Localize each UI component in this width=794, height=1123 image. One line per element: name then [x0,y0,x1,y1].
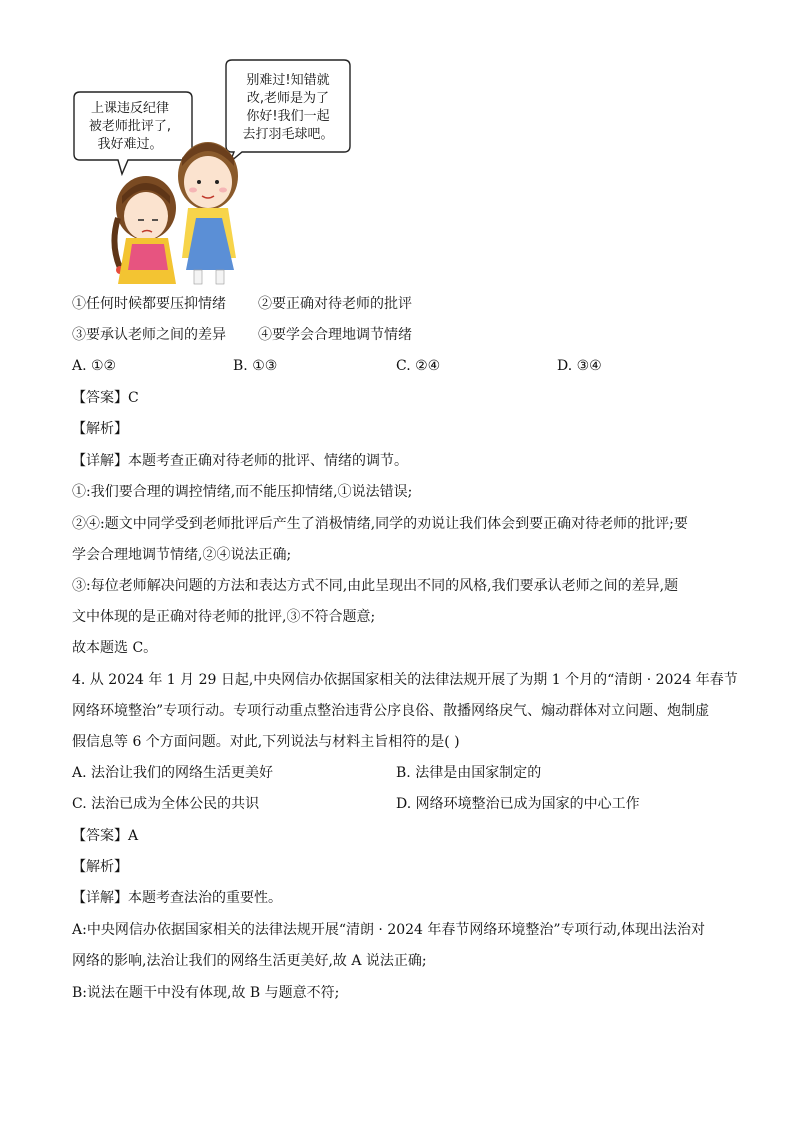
option-b: B. 法律是由国家制定的 [396,765,542,781]
option-c: C. 法治已成为全体公民的共识 [72,796,260,812]
analysis-label: 【解析】 [72,421,128,437]
analysis-label: 【解析】 [72,859,128,875]
bubble-text-line: 我好难过。 [97,137,163,152]
explanation-line: ②④:题文中同学受到老师批评后产生了消极情绪,同学的劝说让我们体会到要正确对待老师的批评;要 [72,516,688,532]
option-a: A. ①② [72,358,117,374]
conclusion-text: 故本题选 C。 [72,640,158,656]
option-a: A. 法治让我们的网络生活更美好 [72,765,274,781]
explanation-line: ①:我们要合理的调控情绪,而不能压抑情绪,①说法错误; [72,484,413,500]
question-stem: 4. 从 2024 年 1 月 29 日起,中央网信办依据国家相关的法律法规开展了为期 1 个月的“清朗 · 2024 年春节 [72,672,738,688]
bubble-text-line: 别难过!知错就 [246,73,330,88]
answer-label: 【答案】A [72,828,139,844]
statement-1: ①任何时候都要压抑情绪 [72,296,226,312]
explanation-line: 学会合理地调节情绪,②④说法正确; [72,547,292,563]
explanation-line: B:说法在题干中没有体现,故 B 与题意不符; [72,985,340,1001]
explanation-line: 网络的影响,法治让我们的网络生活更美好,故 A 说法正确; [72,953,427,969]
bubble-text-line: 被老师批评了, [88,119,172,134]
speech-bubble-left [76,100,184,154]
detail-text: 【详解】本题考查法治的重要性。 [72,890,282,906]
explanation-line: 文中体现的是正确对待老师的批评,③不符合题意; [72,609,376,625]
bubble-text-line: 去打羽毛球吧。 [242,127,334,142]
option-d: D. 网络环境整治已成为国家的中心工作 [396,796,640,812]
option-b: B. ①③ [233,358,278,374]
speech-bubble-right [232,72,344,144]
detail-text: 【详解】本题考查正确对待老师的批评、情绪的调节。 [72,453,408,469]
option-d: D. ③④ [557,358,602,374]
statement-3: ③要承认老师之间的差异 [72,327,226,343]
question-stem: 网络环境整治”专项行动。专项行动重点整治违背公序良俗、散播网络戾气、煽动群体对立问题、炮制虚 [72,703,710,719]
statement-2: ②要正确对待老师的批评 [258,296,412,312]
explanation-line: A:中央网信办依据国家相关的法律法规开展“清朗 · 2024 年春节网络环境整治”专项行动,体现出法治对 [72,922,706,938]
question-stem: 假信息等 6 个方面问题。对此,下列说法与材料主旨相符的是( ) [72,734,460,750]
statement-4: ④要学会合理地调节情绪 [258,327,412,343]
bubble-text-line: 上课违反纪律 [90,101,169,116]
option-c: C. ②④ [396,358,441,374]
bubble-text-line: 改,老师是为了 [246,91,330,106]
explanation-line: ③:每位老师解决问题的方法和表达方式不同,由此呈现出不同的风格,我们要承认老师之间的差异,题 [72,578,679,594]
bubble-text-line: 你好!我们一起 [246,109,330,124]
answer-label: 【答案】C [72,390,139,406]
